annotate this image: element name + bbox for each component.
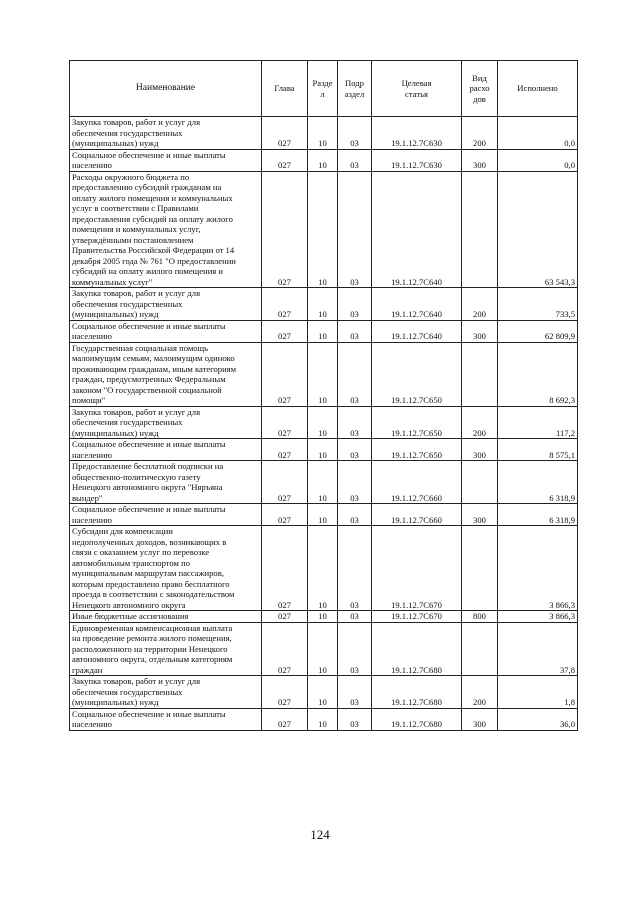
row-subsection: 03	[338, 320, 372, 342]
budget-table	[69, 60, 578, 731]
row-name: Иные бюджетные ассигнования	[70, 611, 262, 623]
row-chapter: 027	[262, 149, 308, 171]
row-subsection: 03	[338, 288, 372, 321]
row-chapter: 027	[262, 171, 308, 288]
row-expense-type: 300	[462, 708, 498, 730]
table-row	[70, 611, 578, 623]
row-expense-type: 200	[462, 288, 498, 321]
row-subsection: 03	[338, 676, 372, 709]
table-row	[70, 288, 578, 321]
row-subsection: 03	[338, 708, 372, 730]
row-name: Закупка товаров, работ и услуг для обеспечения государственных (муниципальных) нужд	[70, 406, 262, 439]
row-chapter: 027	[262, 622, 308, 676]
row-subsection: 03	[338, 439, 372, 461]
row-chapter: 027	[262, 439, 308, 461]
row-chapter: 027	[262, 461, 308, 504]
table-row	[70, 406, 578, 439]
table-row	[70, 149, 578, 171]
table-row	[70, 320, 578, 342]
row-target: 19.1.12.7С640	[372, 320, 462, 342]
row-executed: 6 318,9	[498, 504, 578, 526]
row-expense-type	[462, 461, 498, 504]
table-row	[70, 439, 578, 461]
row-expense-type: 200	[462, 406, 498, 439]
row-executed: 36,0	[498, 708, 578, 730]
row-subsection: 03	[338, 117, 372, 150]
row-expense-type: 200	[462, 117, 498, 150]
row-executed: 8 575,1	[498, 439, 578, 461]
row-target: 19.1.12.7С650	[372, 406, 462, 439]
row-subsection: 03	[338, 622, 372, 676]
row-section: 10	[308, 171, 338, 288]
row-expense-type: 300	[462, 149, 498, 171]
row-expense-type: 300	[462, 504, 498, 526]
header-name: Наименование	[70, 61, 262, 117]
row-section: 10	[308, 117, 338, 150]
row-subsection: 03	[338, 611, 372, 623]
row-target: 19.1.12.7С650	[372, 439, 462, 461]
row-target: 19.1.12.7С640	[372, 288, 462, 321]
table-row	[70, 171, 578, 288]
row-name: Социальное обеспечение и иные выплаты населению	[70, 439, 262, 461]
row-target: 19.1.12.7С680	[372, 676, 462, 709]
table-body	[70, 117, 578, 731]
row-name: Государственная социальная помощь малоимущим семьям, малоимущим одиноко проживающим гражданам, иным категориям граждан, предусмотренных Федеральным законом "О государственной социальной помощи"	[70, 342, 262, 406]
row-name: Социальное обеспечение и иные выплаты населению	[70, 504, 262, 526]
row-section: 10	[308, 622, 338, 676]
row-executed: 117,2	[498, 406, 578, 439]
row-chapter: 027	[262, 708, 308, 730]
row-target: 19.1.12.7С670	[372, 611, 462, 623]
row-name: Субсидии для компенсации недополученных доходов, возникающих в связи с оказанием услуг по перевозке автомобильным транспортом по муниципальным маршрутам пассажиров, которым предоставлено право бесплатного проезда в соответствии с законодательством Ненецкого автономного округа	[70, 526, 262, 611]
row-section: 10	[308, 461, 338, 504]
row-name: Социальное обеспечение и иные выплаты населению	[70, 320, 262, 342]
row-executed: 3 866,3	[498, 526, 578, 611]
table-row	[70, 504, 578, 526]
row-expense-type: 800	[462, 611, 498, 623]
header-target: Целевая статья	[372, 61, 462, 117]
table-row	[70, 676, 578, 709]
row-section: 10	[308, 439, 338, 461]
row-name: Расходы окружного бюджета по предоставлению субсидий гражданам на оплату жилого помещения и коммунальных услуг в соответствии с Правилами предоставления субсидий на оплату жилого помещения и коммунальных услуг, утверждёнными постановлением Правительства Российской Федерации от 14 декабря 2005 года № 761 "О предоставлении субсидий на оплату жилого помещения и коммунальных услуг"	[70, 171, 262, 288]
row-chapter: 027	[262, 526, 308, 611]
header-chapter: Глава	[262, 61, 308, 117]
row-expense-type	[462, 622, 498, 676]
table-row	[70, 461, 578, 504]
row-subsection: 03	[338, 461, 372, 504]
table-row	[70, 708, 578, 730]
row-target: 19.1.12.7С630	[372, 149, 462, 171]
row-expense-type: 200	[462, 676, 498, 709]
row-target: 19.1.12.7С660	[372, 504, 462, 526]
row-expense-type	[462, 342, 498, 406]
table-row	[70, 117, 578, 150]
header-subsection: Подр аздел	[338, 61, 372, 117]
row-section: 10	[308, 320, 338, 342]
row-chapter: 027	[262, 117, 308, 150]
row-subsection: 03	[338, 406, 372, 439]
table-row	[70, 342, 578, 406]
row-target: 19.1.12.7С640	[372, 171, 462, 288]
row-target: 19.1.12.7С680	[372, 708, 462, 730]
page-number: 124	[310, 827, 330, 842]
row-executed: 1,8	[498, 676, 578, 709]
row-section: 10	[308, 406, 338, 439]
row-expense-type: 300	[462, 439, 498, 461]
row-subsection: 03	[338, 171, 372, 288]
row-executed: 8 692,3	[498, 342, 578, 406]
header-type: Вид расхо дов	[462, 61, 498, 117]
row-name: Единовременная компенсационная выплата на проведение ремонта жилого помещения, расположенного на территории Ненецкого автономного округа, отдельным категориям граждан	[70, 622, 262, 676]
row-name: Предоставление бесплатной подписки на общественно-политическую газету Ненецкого автономного округа "Няръяна вындер"	[70, 461, 262, 504]
row-expense-type	[462, 171, 498, 288]
row-chapter: 027	[262, 676, 308, 709]
row-subsection: 03	[338, 342, 372, 406]
row-executed: 0,0	[498, 149, 578, 171]
row-section: 10	[308, 611, 338, 623]
row-section: 10	[308, 526, 338, 611]
row-name: Закупка товаров, работ и услуг для обеспечения государственных (муниципальных) нужд	[70, 676, 262, 709]
row-executed: 6 318,9	[498, 461, 578, 504]
table-row	[70, 526, 578, 611]
row-name: Закупка товаров, работ и услуг для обеспечения государственных (муниципальных) нужд	[70, 288, 262, 321]
row-section: 10	[308, 288, 338, 321]
row-target: 19.1.12.7С670	[372, 526, 462, 611]
row-executed: 3 866,3	[498, 611, 578, 623]
row-section: 10	[308, 676, 338, 709]
row-executed: 63 543,3	[498, 171, 578, 288]
header-executed: Исполнено	[498, 61, 578, 117]
row-chapter: 027	[262, 342, 308, 406]
row-target: 19.1.12.7С630	[372, 117, 462, 150]
row-executed: 62 809,9	[498, 320, 578, 342]
row-chapter: 027	[262, 504, 308, 526]
row-expense-type	[462, 526, 498, 611]
row-subsection: 03	[338, 526, 372, 611]
row-chapter: 027	[262, 320, 308, 342]
row-name: Социальное обеспечение и иные выплаты населению	[70, 149, 262, 171]
row-target: 19.1.12.7С660	[372, 461, 462, 504]
table-header-row	[70, 61, 578, 117]
row-subsection: 03	[338, 149, 372, 171]
row-target: 19.1.12.7С680	[372, 622, 462, 676]
row-subsection: 03	[338, 504, 372, 526]
row-chapter: 027	[262, 611, 308, 623]
row-name: Закупка товаров, работ и услуг для обеспечения государственных (муниципальных) нужд	[70, 117, 262, 150]
row-target: 19.1.12.7С650	[372, 342, 462, 406]
row-section: 10	[308, 504, 338, 526]
table-row	[70, 622, 578, 676]
row-name: Социальное обеспечение и иные выплаты населению	[70, 708, 262, 730]
row-chapter: 027	[262, 406, 308, 439]
row-executed: 37,8	[498, 622, 578, 676]
row-executed: 733,5	[498, 288, 578, 321]
row-chapter: 027	[262, 288, 308, 321]
header-section: Разде л	[308, 61, 338, 117]
row-section: 10	[308, 342, 338, 406]
row-executed: 0,0	[498, 117, 578, 150]
row-expense-type: 300	[462, 320, 498, 342]
row-section: 10	[308, 708, 338, 730]
row-section: 10	[308, 149, 338, 171]
